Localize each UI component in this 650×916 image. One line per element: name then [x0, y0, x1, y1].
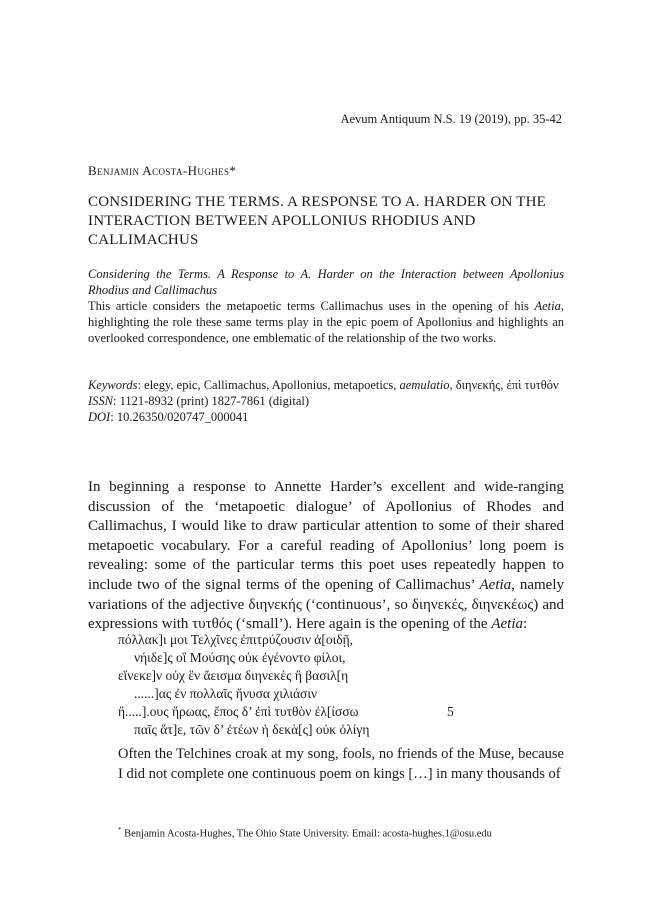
- abstract-italic: Aetia: [534, 299, 561, 313]
- verse-line-number: 5: [447, 704, 454, 719]
- issn: ISSN: 1121-8932 (print) 1827-7861 (digital): [88, 394, 310, 408]
- verse-line: νήιδε]ς οἳ Μούσης οὐκ ἐγένοντο φίλοι,: [134, 650, 346, 665]
- verse-line: πόλλακ]ι μοι Τελχῖνες ἐπιτρύζουσιν ἀ[οιδῇ,: [118, 632, 354, 647]
- journal-reference: Aevum Antiquum N.S. 19 (2019), pp. 35-42: [340, 112, 562, 126]
- verse-line: παῖς ἅτ]ε, τῶν δ’ ἐτέων ἡ δεκὰ[ς] οὐκ ὀλίγη: [134, 722, 370, 737]
- footnote-marker: *: [118, 826, 122, 834]
- article-metadata: [88, 377, 564, 425]
- verse-line-5: ἢ.....].ους ἥρωας, ἔπος δ’ ἐπὶ τυτθὸν ἐλ[ίσσω 5: [118, 704, 454, 719]
- doi: DOI: 10.26350/020747_000041: [88, 410, 249, 424]
- abstract-text: This article considers the metapoetic terms Callimachus uses in the opening of his Aetia, highlighting the role these same terms play in the epic poem of Apollonius and highlights an overlooked correspondence, one emblematic of the relationship of the two works.: [88, 299, 564, 345]
- verse-translation: Often the Telchines croak at my song, fools, no friends of the Muse, because I did not complete one continuous poem on kings […] in many thousands of: [118, 746, 564, 782]
- abstract-title: Considering the Terms. A Response to A. Harder on the Interaction between Apollonius Rhodius and Callimachus: [88, 267, 564, 297]
- footnote: * Benjamin Acosta-Hughes, The Ohio State University. Email: acosta-hughes.1@osu.edu: [118, 826, 492, 840]
- verse-line: εἵνεκε]ν οὐχ ἓν ἄεισμα διηνεκὲς ἢ βασιλ[η: [118, 668, 349, 683]
- greek-verse-quotation: [118, 631, 478, 739]
- body-paragraph: In beginning a response to Annette Harder’s excellent and wide-ranging discussion of the ‘metapoetic dialogue’ of Apollonius of Rhodes and Callimachus, I would like to draw particular attention to some of their shared metapoetic vocabulary. For a careful reading of Apollonius’ long poem is revealing: some of the particular terms this poet uses repeatedly happen to include two of the signal terms of the opening of Callimachus’ Aetia, namely variations of the adjective διηνεκής (‘continuous’, so διηνεκές, διηνεκέως) and expressions with τυτθός (‘small’). Here again is the opening of the Aetia:: [88, 479, 564, 633]
- author-name: Benjamin Acosta-Hughes*: [88, 163, 237, 178]
- article-title: CONSIDERING THE TERMS. A RESPONSE TO A. HARDER ON THE INTERACTION BETWEEN APOLLONIUS RHODIUS AND CALLIMACHUS: [88, 194, 547, 248]
- abstract: [88, 266, 564, 346]
- keywords: Keywords: elegy, epic, Callimachus, Apollonius, metapoetics, aemulatio, διηνεκής, ἐπὶ τυτθόν: [88, 378, 559, 392]
- verse-line: ......]ας ἐν πολλαῖς ἤνυσα χιλιάσιν: [134, 686, 318, 701]
